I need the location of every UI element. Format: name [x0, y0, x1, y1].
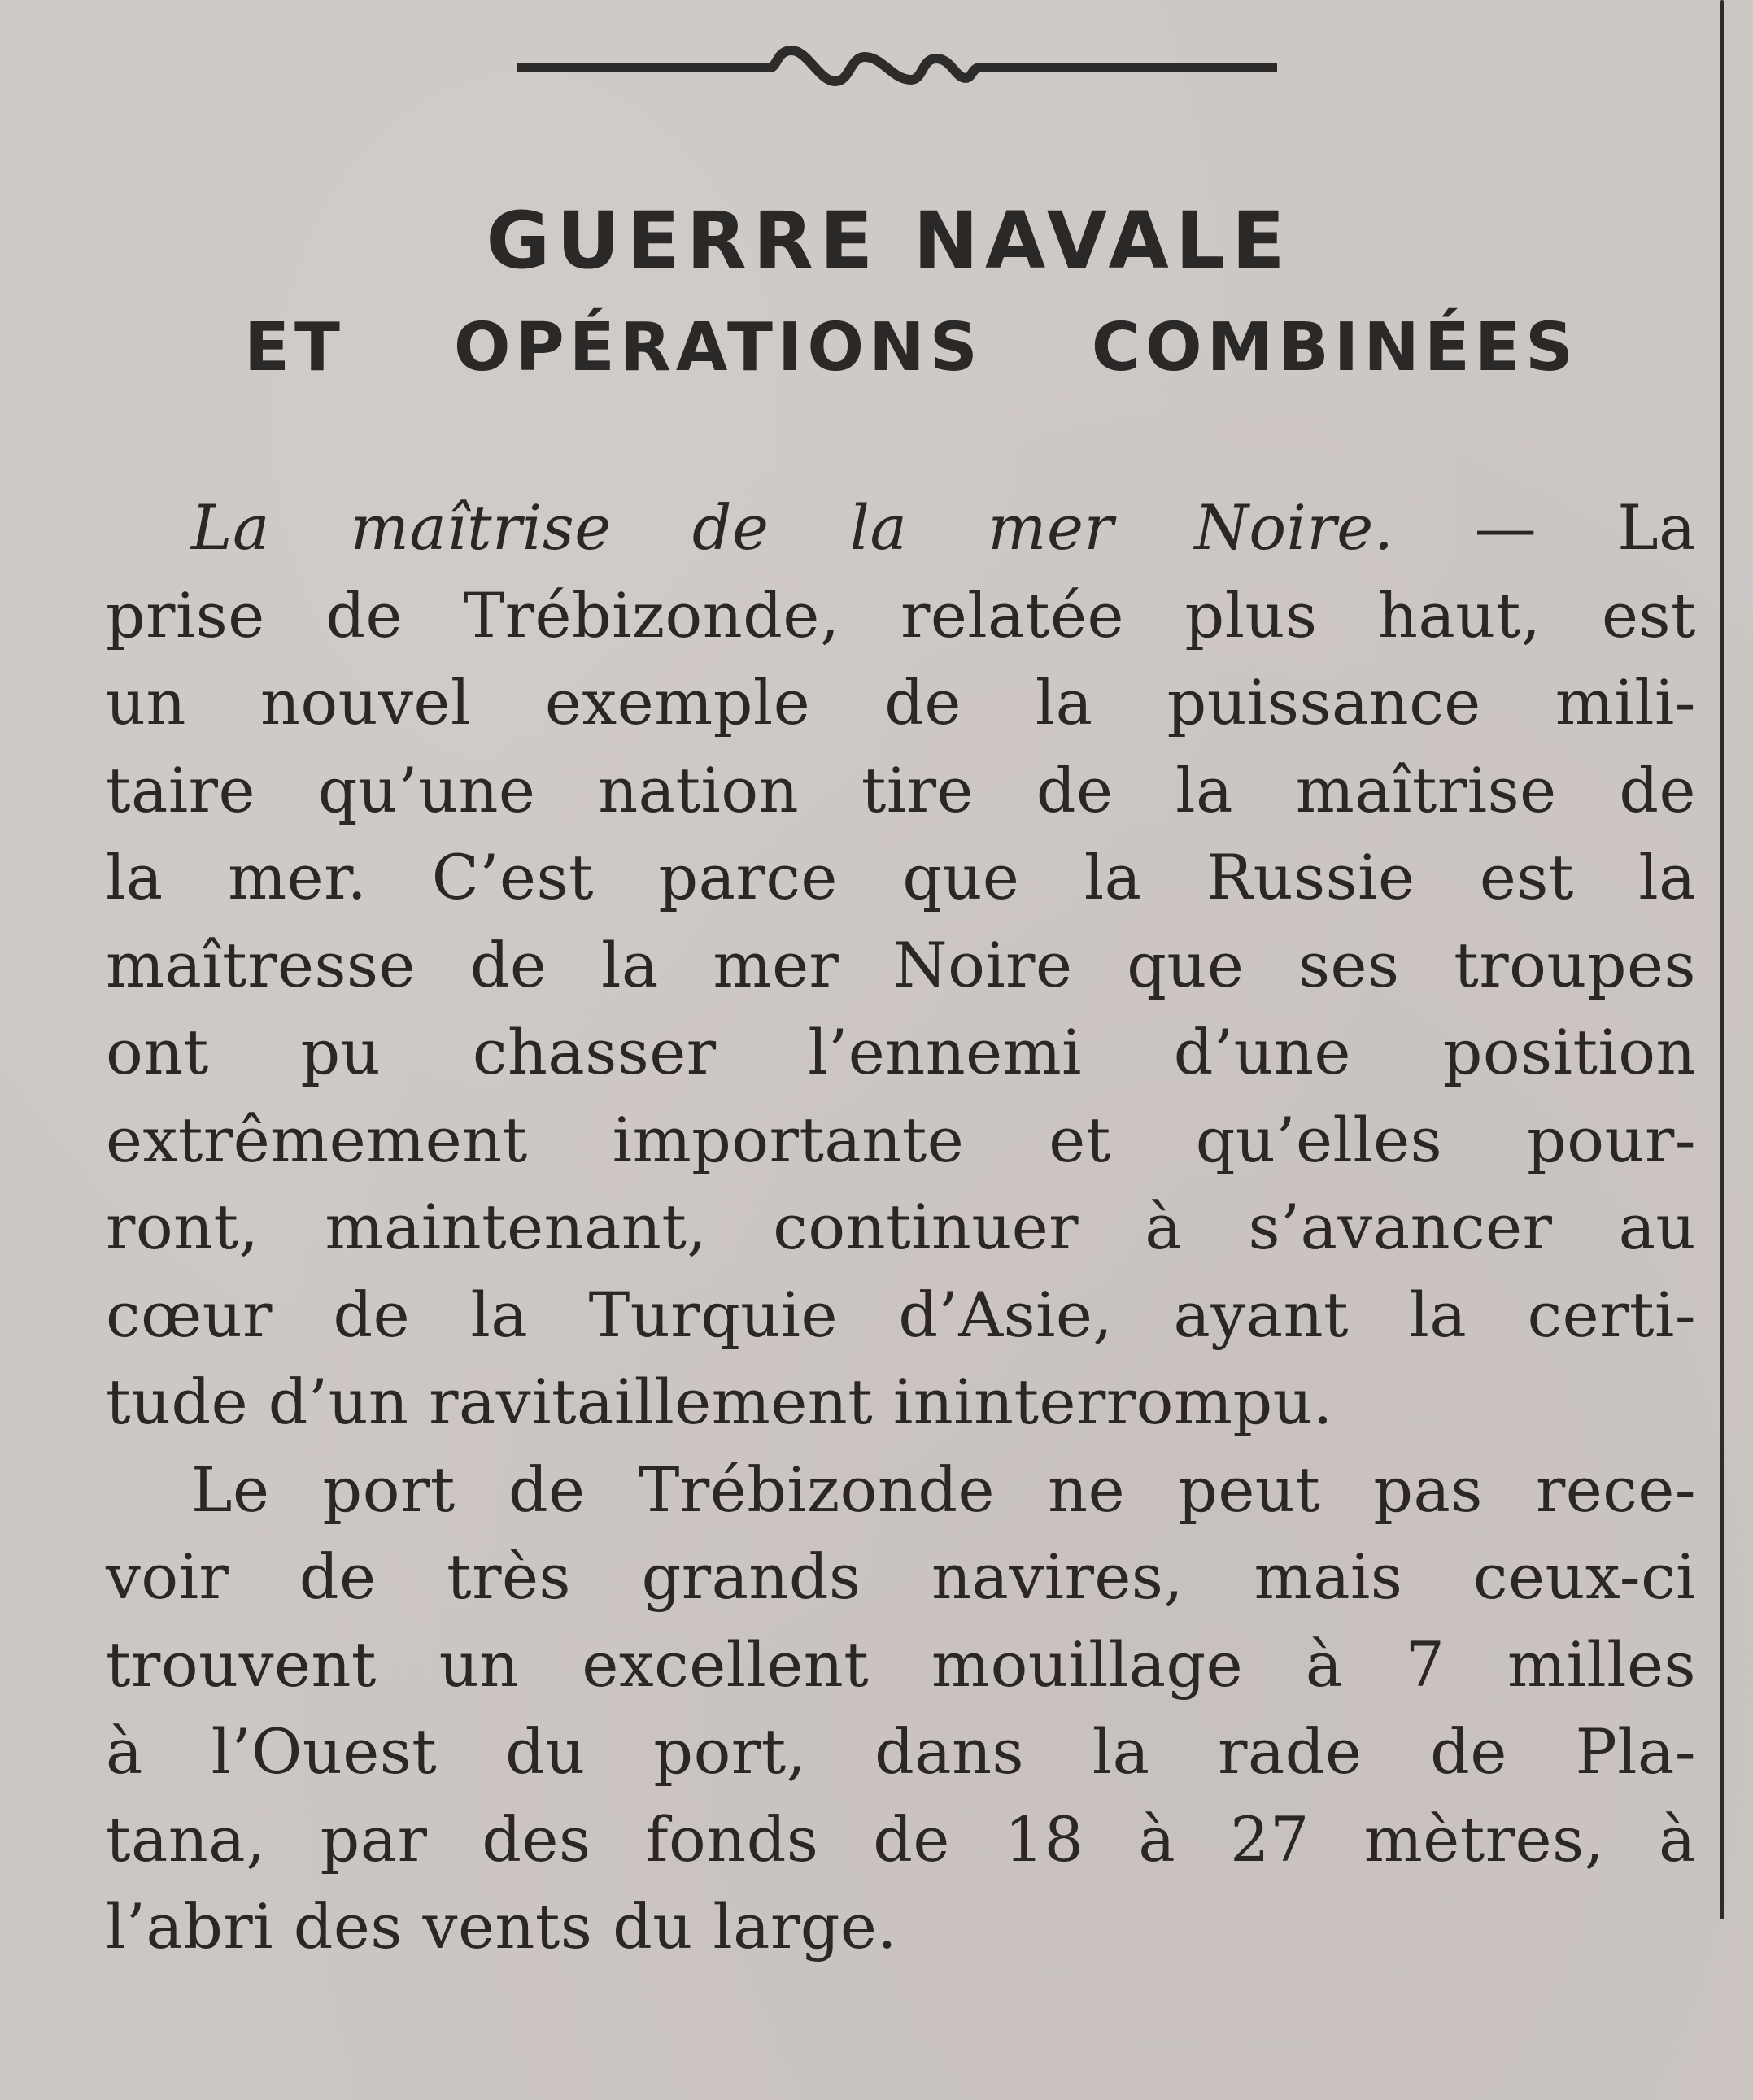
- text-line: un nouvel exemple de la puissance mili-: [106, 666, 1696, 738]
- text-line: ront, maintenant, continuer à s’avancer au: [106, 1191, 1696, 1263]
- text-line: extrêmement importante et qu’elles pour-: [106, 1103, 1696, 1176]
- ornament-separator-icon: [517, 41, 1277, 89]
- text-line: Le port de Trébizonde ne peut pas rece-: [191, 1453, 1696, 1526]
- text-line: La maîtrise de la mer Noire. — La: [191, 491, 1696, 564]
- text-line: tana, par des fonds de 18 à 27 mètres, à: [106, 1802, 1696, 1876]
- lead-in-title: La maîtrise de la mer Noire.: [191, 491, 1394, 564]
- paragraph-2: [106, 1446, 1696, 1971]
- text-line: à l’Ouest du port, dans la rade de Pla-: [106, 1715, 1696, 1788]
- text-line: cœur de la Turquie d’Asie, ayant la certi-: [106, 1278, 1696, 1351]
- paragraph-1: [106, 484, 1696, 1446]
- text-line: maîtresse de la mer Noire que ses troupes: [106, 928, 1696, 1001]
- text-line: prise de Trébizonde, relatée plus haut, est: [106, 578, 1696, 651]
- headline-subtitle: ET OPÉRATIONS COMBINÉES: [244, 309, 1578, 386]
- headline-title: GUERRE NAVALE: [486, 195, 1292, 286]
- text-line: taire qu’une nation tire de la maîtrise de: [106, 753, 1696, 826]
- text-line: la mer. C’est parce que la Russie est la: [106, 841, 1696, 913]
- text-line: l’abri des vents du large.: [106, 1890, 898, 1963]
- text-line: tude d’un ravitaillement ininterrompu.: [106, 1366, 1333, 1438]
- text-line: ont pu chasser l’ennemi d’une position: [106, 1016, 1696, 1088]
- text-line: voir de très grands navires, mais ceux-ci: [106, 1540, 1696, 1613]
- column-rule: [1720, 0, 1724, 1919]
- article-body: [106, 484, 1696, 1971]
- text-line: trouvent un excellent mouillage à 7 milles: [106, 1627, 1696, 1701]
